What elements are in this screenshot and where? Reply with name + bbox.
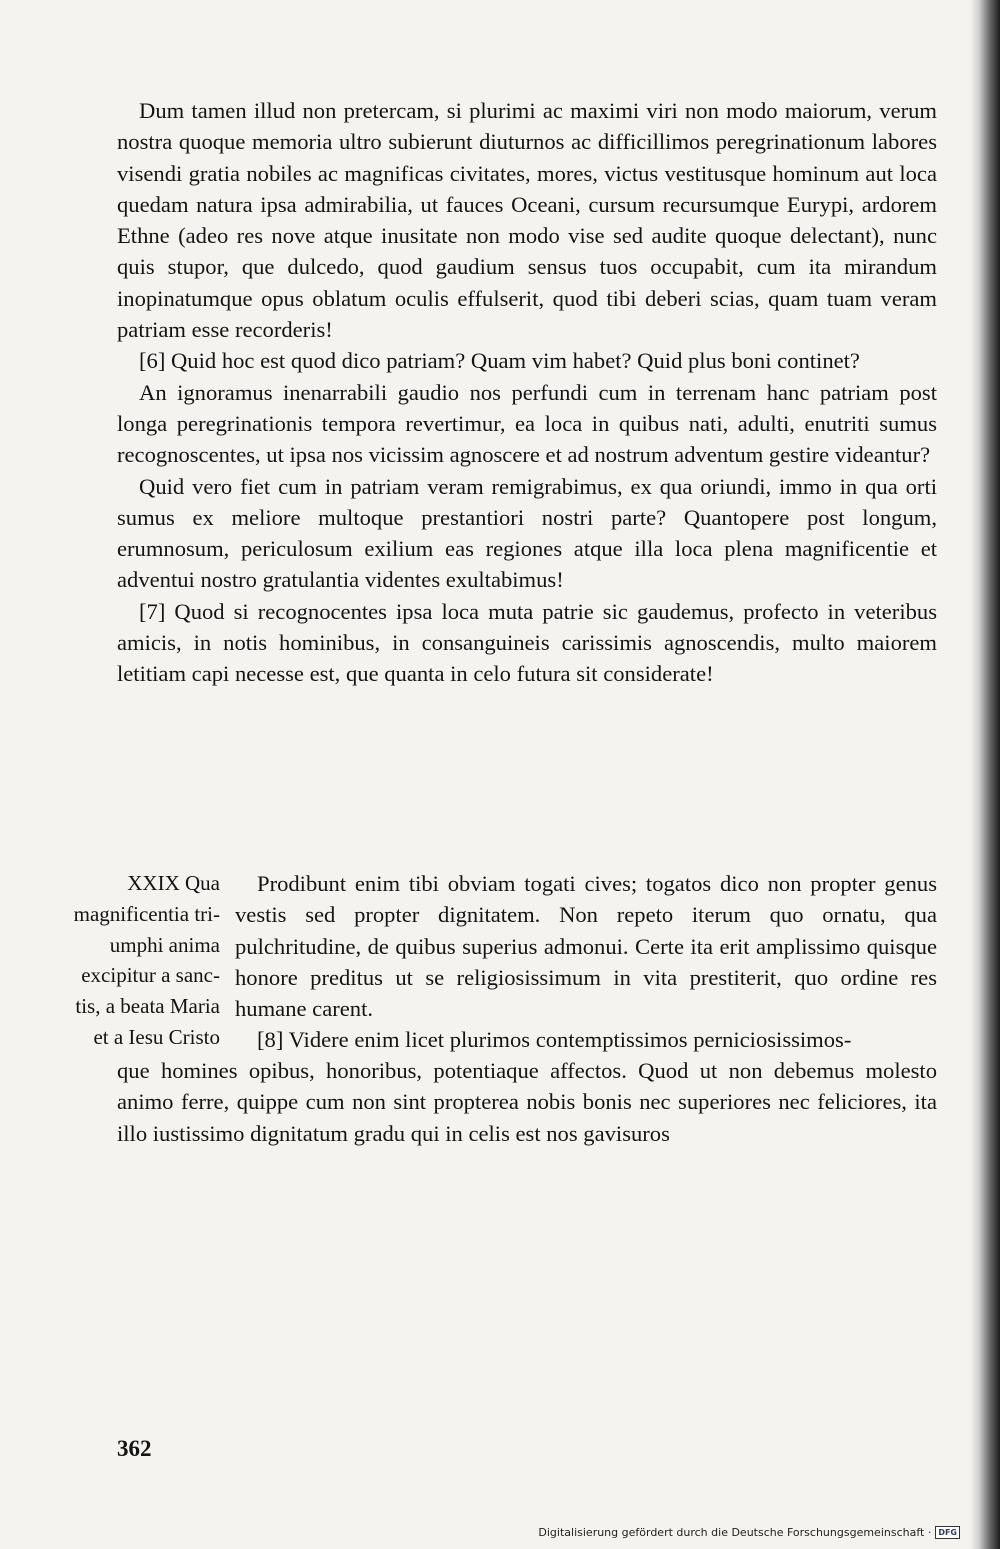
paragraph-2: [6] Quid hoc est quod dico patriam? Quam vim habet? Quid plus boni continet? — [139, 348, 860, 374]
paragraph-7-continued: que homines opibus, honoribus, potentiaque affectos. Quod ut non debemus molesto animo ferre, quippe cum non sint propterea nobis bonis nec superiores nec feliciores, ita illo iustissimo dignitatum gradu qui in celis est nos gavisuros — [117, 1058, 937, 1146]
marginal-note-line: umphi anima — [109, 932, 220, 957]
paragraph-3: An ignoramus inenarrabili gaudio nos perfundi cum in terrenam hanc patriam post longa peregrinationis tempora revertimur, ea loca in quibus nati, adulti, enutriti sumus recognoscentes, ut ipsa nos vicissim agnoscere et ad nostrum adventum gestire videantur? — [117, 379, 937, 468]
paragraph-4: Quid vero fiet cum in patriam veram remigrabimus, ex qua oriundi, immo in qua orti sumus ex meliore multoque prestantiori nostri parte? Quantopere post longum, erumnosum, periculosum exilium eas regiones atque illa loca plena magnificentie et adventui nostro gratulantia videntes exultabimus! — [117, 473, 937, 593]
digitization-credit — [538, 1526, 960, 1539]
marginal-note-line: magnificentia tri- — [73, 901, 220, 926]
page-number: 362 — [117, 1436, 152, 1461]
binding-gutter — [970, 0, 1000, 1549]
marginal-note-line: XXIX Qua — [127, 871, 220, 895]
credit-text: Digitalisierung gefördert durch die Deutsche Forschungsgemeinschaft · — [538, 1526, 932, 1539]
main-text-bottom — [117, 1055, 937, 1149]
dfg-logo-icon: DFG — [935, 1526, 960, 1539]
paragraph-5: [7] Quod si recognocentes ipsa loca muta patrie sic gaudemus, profecto in veteribus amicis, in notis hominibus, in consanguineis carissimis agnoscendis, multo maiorem letitiam capi necesse est, que quanta in celo futura sit considerate! — [117, 598, 937, 687]
marginal-note-line: tis, a beata Maria — [75, 994, 220, 1019]
marginal-note-line: et a Iesu Cristo — [93, 1024, 220, 1049]
paragraph-1: Dum tamen illud non pretercam, si plurimi ac maximi viri non modo maiorum, verum nostra quoque memoria ultro subierunt diuturnos ac difficillimos peregrinationum labores visendi gratia nobiles ac magnificas civitates, mores, victus vestitusque hominum aut loca quedam natura ipsa admirabilia, ut fauces Oceani, cursum recursumque Eurypi, ardorem Ethne (adeo res nove atque inusitate non modo vise sed audite quoque delectant), nunc quis stupor, que dulcedo, quod gaudium sensus tuos occupabit, cum ita mirandum inopinatumque opus oblatum oculis effulserit, quod tibi deberi scias, quam tuam veram patriam esse recorderis! — [117, 98, 937, 343]
marginal-note-line: excipitur a sanc- — [81, 963, 220, 988]
main-text-top — [117, 95, 937, 690]
marginal-note — [30, 868, 220, 1053]
paragraph-7-start: [8] Videre enim licet plurimos contemptissimos perniciosissimos- — [257, 1027, 852, 1053]
main-text-beside-note — [235, 868, 937, 1056]
paragraph-6: Prodibunt enim tibi obviam togati cives; togatos dico non propter genus vestis sed propter dignitatem. Non repeto iterum quo ornatu, qua pulchritudine, de quibus superius admonui. Certe ita erit amplissimo quisque honore preditus ut se religiosissimum in vita prestiterit, quo ordine res humane carent. — [235, 871, 937, 1022]
